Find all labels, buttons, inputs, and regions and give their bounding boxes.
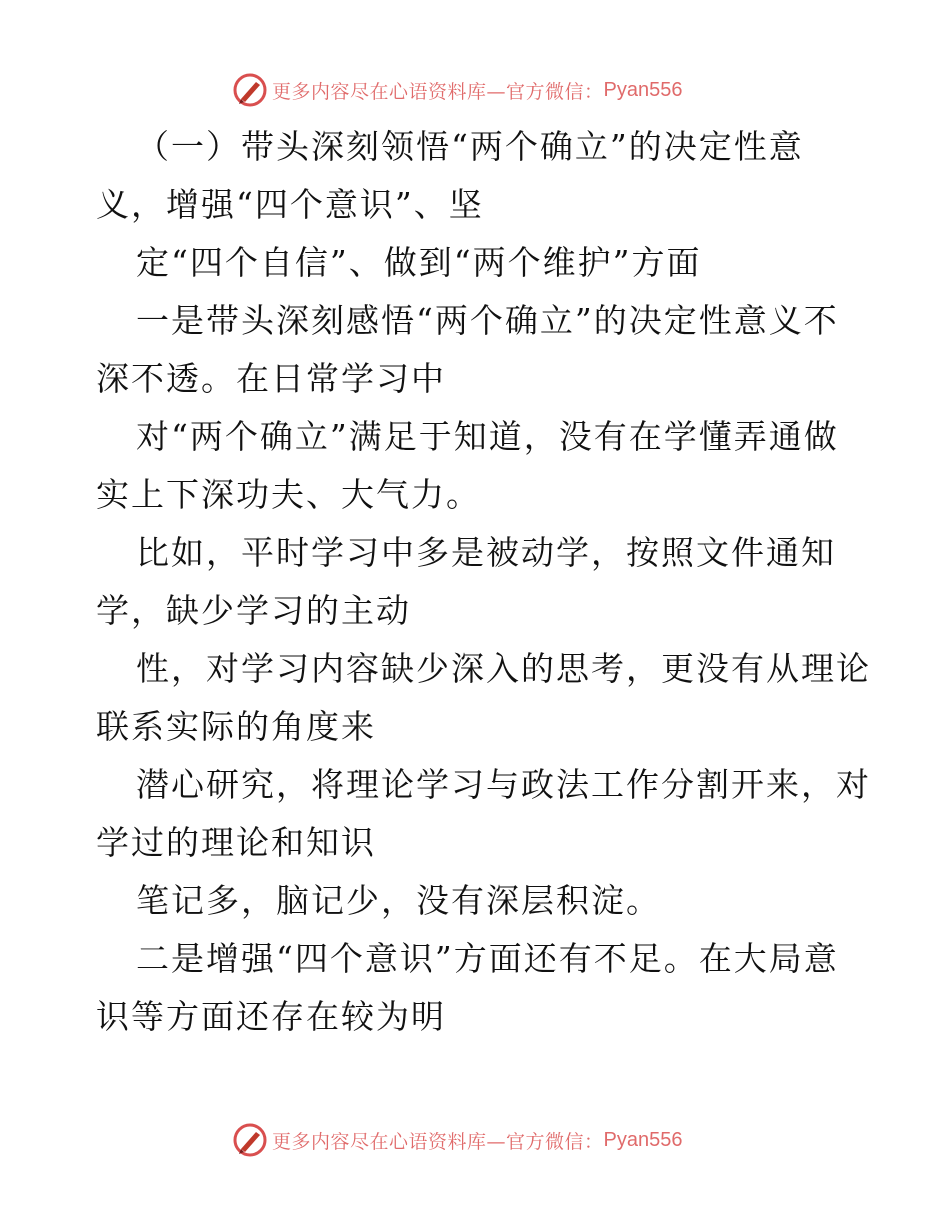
paragraph-line: 识等方面还存在较为明 xyxy=(96,997,446,1036)
pen-logo-icon xyxy=(232,1122,268,1158)
paragraph-line: 潜心研究，将理论学习与政法工作分割开来，对 xyxy=(136,765,871,804)
paragraph-line: 笔记多，脑记少，没有深层积淀。 xyxy=(136,881,661,920)
banner-wechat-id: Pyan556 xyxy=(603,1128,683,1151)
paragraph-line: 二是增强“四个意识”方面还有不足。在大局意 xyxy=(136,939,839,978)
paragraph-line: 比如，平时学习中多是被动学，按照文件通知 xyxy=(136,533,836,572)
paragraph-line: 学，缺少学习的主动 xyxy=(96,591,411,630)
header-watermark-banner xyxy=(232,70,682,110)
paragraph-line: 联系实际的角度来 xyxy=(96,707,376,746)
banner-text: 更多内容尽在心语资料库—官方微信： xyxy=(272,80,604,103)
paragraph-line: 学过的理论和知识 xyxy=(96,823,376,862)
paragraph-line: 一是带头深刻感悟“两个确立”的决定性意义不 xyxy=(136,301,839,340)
heading-line-3: 定“四个自信”、做到“两个维护”方面 xyxy=(136,243,702,282)
paragraph-line: 深不透。在日常学习中 xyxy=(96,359,446,398)
heading-line-1: （一）带头深刻领悟“两个确立”的决定性意 xyxy=(136,127,804,166)
paragraph-line: 对“两个确立”满足于知道，没有在学懂弄通做 xyxy=(136,417,839,456)
banner-text: 更多内容尽在心语资料库—官方微信： xyxy=(272,1130,604,1153)
document-body xyxy=(96,118,871,1046)
footer-watermark-banner xyxy=(232,1120,682,1160)
heading-line-2: 义，增强“四个意识”、坚 xyxy=(96,185,484,224)
banner-wechat-id: Pyan556 xyxy=(603,78,683,101)
paragraph-line: 性，对学习内容缺少深入的思考，更没有从理论 xyxy=(136,649,871,688)
paragraph-line: 实上下深功夫、大气力。 xyxy=(96,475,481,514)
pen-logo-icon xyxy=(232,72,268,108)
